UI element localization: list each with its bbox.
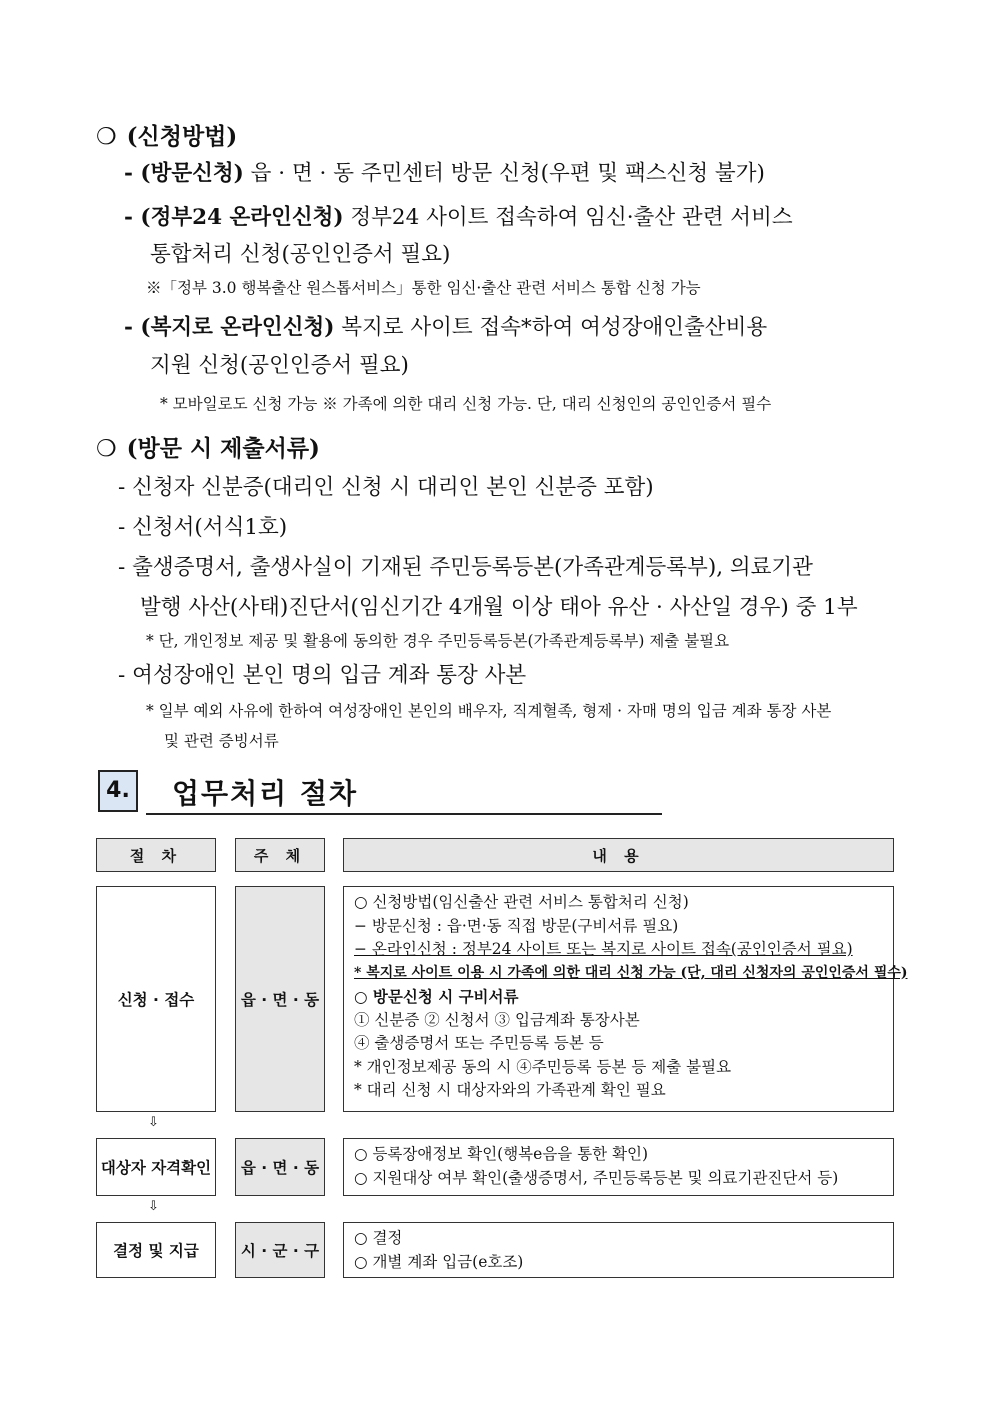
header-content: 내 용: [343, 838, 894, 872]
agent-verify: 읍 · 면 · 동: [235, 1138, 325, 1196]
content-line: ○ 지원대상 여부 확인(출생증명서, 주민등록등본 및 의료기관진단서 등): [354, 1168, 839, 1187]
content-line: * 개인정보제공 동의 시 ④주민등록 등본 등 제출 불필요: [354, 1057, 732, 1076]
content-line: ○ 개별 계좌 입금(e호조): [354, 1252, 524, 1271]
content-line: * 대리 신청 시 대상자와의 가족관계 확인 필요: [354, 1081, 666, 1099]
content-apply: [343, 886, 908, 1112]
content-line: ○ 결정: [354, 1229, 403, 1247]
stage-decide: 결정 및 지급: [96, 1222, 216, 1278]
content-line: ④ 출생증명서 또는 주민등록 등본 등: [354, 1034, 604, 1052]
section-number: 4.: [98, 770, 138, 812]
content-line: ① 신분증 ② 신청서 ③ 입금계좌 통장사본: [354, 1010, 640, 1029]
method-note-mobile: * 모바일로도 신청 가능 ※ 가족에 의한 대리 신청 가능. 단, 대리 신청인의 공인인증서 필수: [160, 395, 772, 413]
docs-note-exception-cont: 및 관련 증빙서류: [164, 732, 279, 750]
content-line: − 온라인신청 : 정부24 사이트 또는 복지로 사이트 접속(공인인증서 필요): [354, 940, 853, 958]
section-title-underline: [146, 813, 662, 815]
down-arrow-icon: ⇩: [148, 1115, 159, 1130]
method-item-bokjiro-cont: 지원 신청(공인인증서 필요): [150, 353, 409, 378]
content-decide: [343, 1222, 894, 1278]
circle-bullet-icon: ❍: [96, 124, 117, 150]
agent-apply: 읍 · 면 · 동: [235, 886, 325, 1112]
header-agent: 주 체: [235, 838, 325, 872]
content-line: ○ 신청방법(임신출산 관련 서비스 통합처리 신청): [354, 893, 689, 911]
method-note-onestop: ※「정부 3.0 행복출산 원스톱서비스」통한 임신·출산 관련 서비스 통합 신청 가능: [146, 279, 701, 297]
docs-note-exception: * 일부 예외 사유에 한하여 여성장애인 본인의 배우자, 직계혈족, 형제 · 자매 명의 입금 계좌 통장 사본: [146, 702, 832, 720]
content-line: * 복지로 사이트 이용 시 가족에 의한 대리 신청 가능 (단, 대리 신청자의 공인인증서 필수): [354, 964, 908, 981]
content-line: ○ 등록장애정보 확인(행복e음을 통한 확인): [354, 1145, 649, 1163]
section-heading-docs: ❍ (방문 시 제출서류): [96, 435, 320, 462]
method-item-gov24: - (정부24 온라인신청) 정부24 사이트 접속하여 임신·출산 관련 서비스: [124, 205, 793, 230]
content-line: − 방문신청 : 읍·면·동 직접 방문(구비서류 필요): [354, 916, 679, 935]
docs-item-account: - 여성장애인 본인 명의 입금 계좌 통장 사본: [118, 663, 527, 688]
docs-item-birth-cont: 발행 사산(사태)진단서(임신기간 4개월 이상 태아 유산 · 사산일 경우) 중 1부: [140, 595, 858, 620]
section-title: 업무처리 절차: [172, 777, 359, 810]
stage-apply: 신청 · 접수: [96, 886, 216, 1112]
agent-decide: 시 · 군 · 구: [235, 1222, 325, 1278]
docs-item-id: - 신청자 신분증(대리인 신청 시 대리인 본인 신분증 포함): [118, 475, 654, 500]
content-verify: [343, 1138, 894, 1196]
docs-note-privacy: * 단, 개인정보 제공 및 활용에 동의한 경우 주민등록등본(가족관계등록부) 제출 불필요: [146, 632, 730, 650]
docs-item-birth: - 출생증명서, 출생사실이 기재된 주민등록등본(가족관계등록부), 의료기관: [118, 555, 813, 580]
stage-verify: 대상자 자격확인: [96, 1138, 216, 1196]
header-stage: 절 차: [96, 838, 216, 872]
circle-bullet-icon: ❍: [96, 436, 117, 462]
content-line: ○ 방문신청 시 구비서류: [354, 987, 519, 1006]
docs-item-form: - 신청서(서식1호): [118, 515, 288, 540]
method-item-gov24-cont: 통합처리 신청(공인인증서 필요): [150, 242, 451, 267]
method-item-bokjiro: - (복지로 온라인신청) 복지로 사이트 접속*하여 여성장애인출산비용: [124, 315, 768, 340]
method-item-visit: - (방문신청) 읍 · 면 · 동 주민센터 방문 신청(우편 및 팩스신청 불가): [124, 161, 765, 186]
section-heading-method: ❍ (신청방법): [96, 123, 238, 150]
down-arrow-icon: ⇩: [148, 1199, 159, 1214]
